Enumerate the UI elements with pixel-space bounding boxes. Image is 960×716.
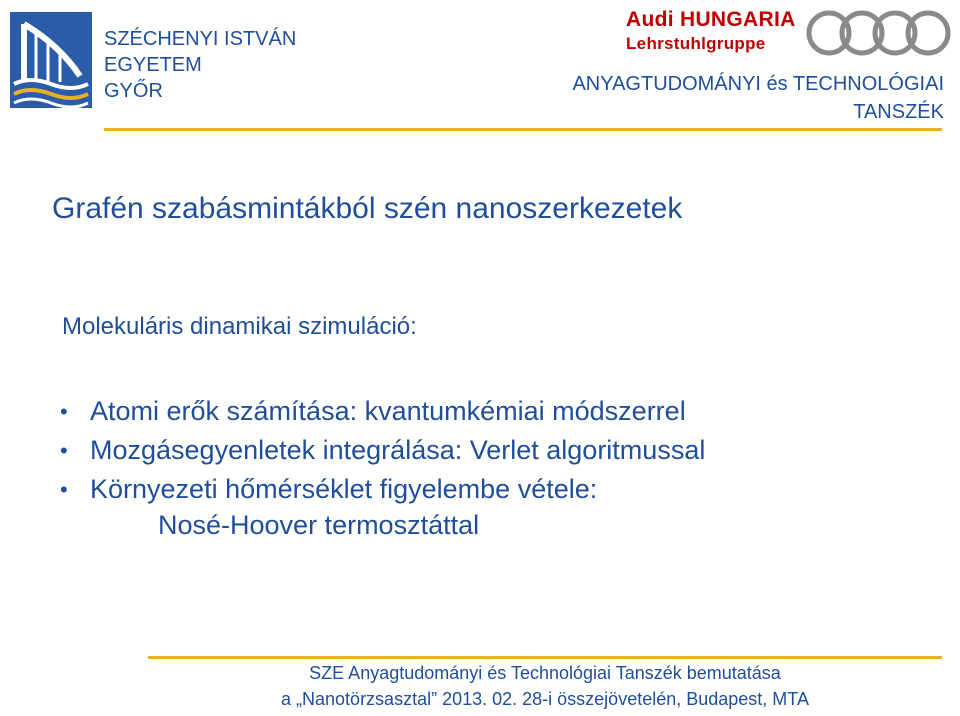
slide-subtitle: Molekuláris dinamikai szimuláció: — [62, 313, 417, 340]
bullet-list — [60, 392, 705, 509]
bullet-item — [60, 470, 705, 509]
bullet-text: Atomi erők számítása: kvantumkémiai módszerrel — [90, 396, 686, 426]
bullet-dot-icon: • — [60, 399, 68, 424]
footer-line-2: a „Nanotörzsasztal” 2013. 02. 28-i összejövetelén, Budapest, MTA — [281, 689, 809, 709]
department-name — [572, 70, 944, 126]
footer-divider — [148, 656, 942, 659]
audi-rings-logo — [804, 8, 954, 58]
bullet-continuation: Nosé-Hoover termosztáttal — [158, 510, 480, 540]
university-name-line: SZÉCHENYI ISTVÁN — [104, 28, 297, 50]
bullet-dot-icon: • — [60, 477, 68, 502]
lehrstuhlgruppe-label: Lehrstuhlgruppe — [626, 34, 766, 53]
university-name-line: EGYETEM — [104, 54, 202, 76]
bullet-text: Mozgásegyenletek integrálása: Verlet algoritmussal — [90, 435, 706, 465]
bullet-text: Környezeti hőmérséklet figyelembe vétele: — [90, 474, 598, 504]
department-name-line: TANSZÉK — [853, 101, 944, 123]
bullet-item — [60, 392, 705, 431]
university-name — [104, 26, 296, 104]
header-divider — [104, 128, 942, 131]
audi-hungaria-label: Audi HUNGARIA — [626, 8, 796, 31]
university-name-line: GYŐR — [104, 80, 163, 102]
university-logo — [10, 12, 92, 108]
footer-line-1: SZE Anyagtudományi és Technológiai Tanszék bemutatása — [309, 663, 781, 683]
bullet-item — [60, 431, 705, 470]
bullet-dot-icon: • — [60, 438, 68, 463]
slide-title: Grafén szabásmintákból szén nanoszerkezetek — [52, 192, 683, 225]
department-name-line: ANYAGTUDOMÁNYI és TECHNOLÓGIAI — [572, 73, 944, 95]
